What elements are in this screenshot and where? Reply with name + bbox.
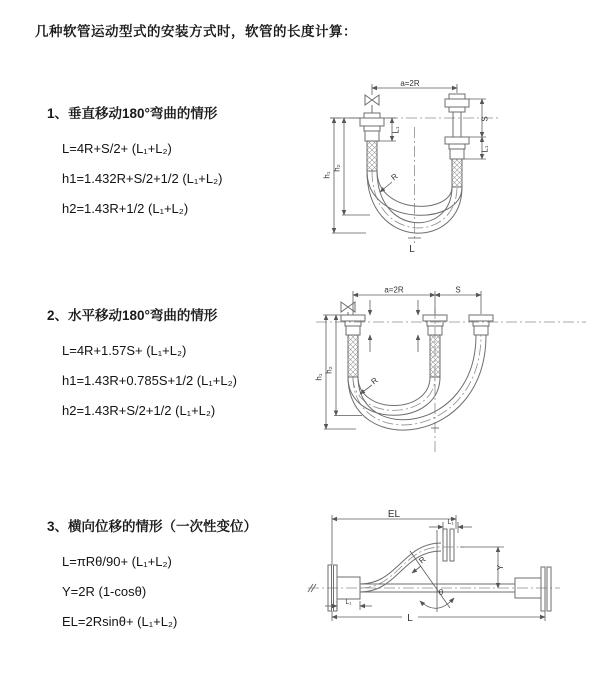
section-horizontal-movement bbox=[47, 304, 237, 426]
dimension-labels bbox=[345, 509, 505, 624]
hose-assembly bbox=[341, 302, 493, 430]
dim-label-h2: h₂ bbox=[324, 366, 334, 374]
section-2-heading: 2、水平移动180°弯曲的情形 bbox=[47, 308, 218, 323]
formula-length: L=4R+1.57S+ (L₁+L₂) bbox=[62, 343, 187, 358]
radius-leader bbox=[412, 566, 421, 573]
dim-label-s: S bbox=[455, 285, 461, 295]
braid-section bbox=[430, 335, 440, 377]
dim-label-l1-right: L₁ bbox=[480, 145, 490, 153]
dim-label-span: a=2R bbox=[400, 79, 420, 88]
dim-label-radius: R bbox=[369, 375, 380, 387]
dim-label-l1-top: L₁ bbox=[447, 519, 454, 526]
formula-h2: h2=1.43R+1/2 (L₁+L₂) bbox=[62, 201, 189, 216]
radius-leader bbox=[380, 182, 392, 192]
dim-label-span: a=2R bbox=[384, 285, 404, 295]
centerlines bbox=[316, 308, 586, 452]
formula-y: Y=2R (1-cosθ) bbox=[62, 584, 147, 599]
radius-leader bbox=[360, 385, 372, 394]
diagram-horizontal-180-bend bbox=[308, 282, 593, 460]
formula-length: L=πRθ/90+ (L₁+L₂) bbox=[62, 554, 172, 569]
dim-label-l1-left: L₁ bbox=[345, 599, 352, 606]
dim-label-s: S bbox=[480, 116, 490, 122]
braid-section bbox=[367, 141, 377, 171]
dim-label-h1: h₁ bbox=[322, 171, 332, 179]
section-lateral-displacement bbox=[47, 515, 257, 637]
dim-label-l1-left: L₁ bbox=[391, 126, 401, 134]
diagram-lateral-displacement bbox=[298, 505, 600, 645]
dimension-labels bbox=[323, 79, 490, 255]
dim-label-radius: R bbox=[389, 171, 400, 183]
diagram-vertical-180-bend bbox=[312, 75, 590, 257]
dim-label-y: Y bbox=[496, 564, 505, 571]
section-1-heading: 1、垂直移动180°弯曲的情形 bbox=[47, 106, 218, 121]
braid-section bbox=[348, 335, 358, 377]
dim-label-el: EL bbox=[387, 509, 401, 520]
dim-label-h2: h₂ bbox=[332, 164, 342, 172]
formula-h1: h1=1.432R+S/2+1/2 (L₁+L₂) bbox=[62, 171, 223, 186]
formula-length: L=4R+S/2+ (L₁+L₂) bbox=[62, 141, 172, 156]
formula-el: EL=2Rsinθ+ (L₁+L₂) bbox=[62, 614, 178, 629]
angle-slant-line bbox=[410, 551, 450, 608]
page-title: 几种软管运动型式的安装方式时，软管的长度计算： bbox=[35, 24, 357, 39]
valve-icon bbox=[365, 95, 379, 113]
section-vertical-movement bbox=[47, 102, 223, 224]
centerlines bbox=[308, 547, 560, 588]
dim-label-theta: θ bbox=[438, 588, 444, 597]
dim-label-length: L bbox=[409, 244, 415, 255]
formula-h2: h2=1.43R+S/2+1/2 (L₁+L₂) bbox=[62, 403, 216, 418]
dim-label-length: L bbox=[407, 613, 413, 624]
section-3-heading: 3、横向位移的情形（一次性变位） bbox=[47, 519, 258, 534]
dim-label-radius: R bbox=[417, 554, 428, 566]
formula-h1: h1=1.43R+0.785S+1/2 (L₁+L₂) bbox=[62, 373, 237, 388]
dim-label-h1: h₁ bbox=[314, 373, 324, 381]
dimension-lines bbox=[325, 515, 545, 621]
braid-section bbox=[452, 159, 462, 187]
